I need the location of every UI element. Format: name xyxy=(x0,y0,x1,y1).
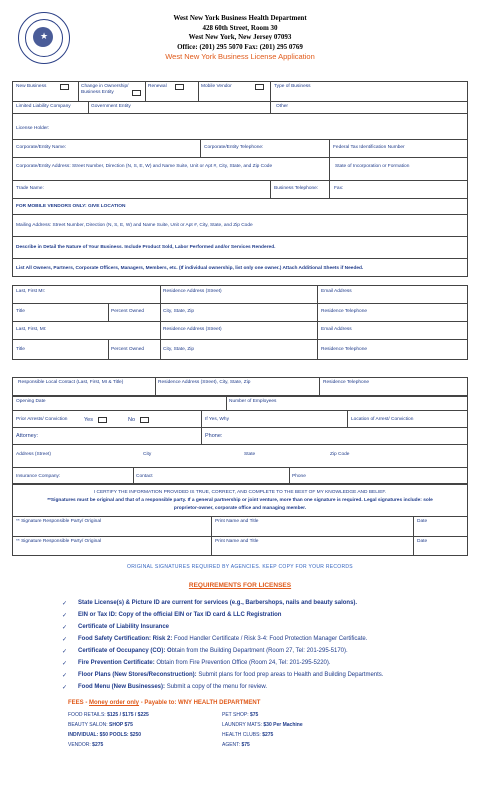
signature1-print-label: Print Name and Title xyxy=(215,519,259,524)
signature-note-line1: **Signatures must be original and that of a responsible party. If a general partnership or joint venture, more than one signature is required. Legal signatures include: sole xyxy=(47,498,433,503)
letterhead xyxy=(0,14,480,62)
requirement-item: ✓ Food Menu (New Businesses): Submit a copy of the menu for review. xyxy=(62,684,268,691)
fee-item: HEALTH CLUBS: $275 xyxy=(222,732,274,738)
requirement-item: ✓ Certificate of Liability Insurance xyxy=(62,624,170,631)
fees-title: FEES - Money order only - Payable to: WNY HEALTH DEPARTMENT xyxy=(68,700,261,706)
insurance-phone-label: Phone xyxy=(292,474,306,479)
prior-arrests-label: Prior Arrests/ Conviction xyxy=(16,417,68,422)
address-zip-label: Zip Code xyxy=(330,452,350,457)
checkmark-icon: ✓ xyxy=(62,661,68,667)
trade-name-label: Trade Name: xyxy=(16,186,44,191)
arrests-no-checkbox[interactable] xyxy=(140,417,149,423)
owner1-name-label: Last, First MI: xyxy=(16,289,46,294)
owner1-telephone-label: Residence Telephone xyxy=(321,309,368,314)
owner1-percent-label: Percent Owned xyxy=(111,309,145,314)
new-business-label: New Business xyxy=(16,84,47,89)
contact-telephone-label: Residence Telephone xyxy=(323,380,370,385)
if-yes-label: If Yes, Why xyxy=(205,417,229,422)
fee-item: FOOD RETAILS: $125 / $175 / $225 xyxy=(68,712,149,718)
owner2-csz-label: City, State, Zip xyxy=(163,347,195,352)
insurance-contact-label: Contact xyxy=(136,474,153,479)
corp-address-label: Corporate/Entity Address: Street Number, Direction (N, S, E, W) and Name Suite, Unit or Apt #, City, State, and Zip Code xyxy=(16,164,273,169)
requirement-item: ✓ Floor Plans (New Stores/Reconstruction): Submit plans for food prep areas to Health and Building Departments. xyxy=(62,672,384,679)
fax-label: Fax: xyxy=(334,186,344,191)
renewal-label: Renewal xyxy=(148,84,167,89)
government-entity-label: Government Entity xyxy=(91,104,131,109)
fee-item: BEAUTY SALON: SHOP $75 xyxy=(68,722,133,728)
owner2-percent-label: Percent Owned xyxy=(111,347,145,352)
checkmark-icon: ✓ xyxy=(62,685,68,691)
license-holder-label: License Holder: xyxy=(16,126,50,131)
fee-item: AGENT: $75 xyxy=(222,742,250,748)
mailing-address-label: Mailing Address: Street Number, Direction (N, S, E, W) and Name Suite, Unit or Apt #, City, State, and Zip Code xyxy=(16,223,253,228)
arrests-yes-checkbox[interactable] xyxy=(98,417,107,423)
checkmark-icon: ✓ xyxy=(62,601,68,607)
requirement-item: ✓ Food Safety Certification: Risk 2: Food Handler Certificate / Risk 3-4: Food Protection Manager Certificate. xyxy=(62,636,368,643)
owner1-residence-label: Residence Address (Street) xyxy=(163,289,222,294)
fee-item: VENDOR: $275 xyxy=(68,742,104,748)
arrests-yes-label: Yes xyxy=(84,417,93,423)
fee-item: PET SHOP: $75 xyxy=(222,712,259,718)
employees-label: Number of Employees xyxy=(229,399,277,404)
address-city-label: City xyxy=(143,452,152,457)
federal-tax-id-label: Federal Tax Identification Number xyxy=(333,145,405,150)
fee-item: LAUNDRY MATS: $30 Per Machine xyxy=(222,722,303,728)
checkmark-icon: ✓ xyxy=(62,613,68,619)
address-street-label: Address (Street) xyxy=(16,452,51,457)
signature2-date-label: Date xyxy=(417,539,428,544)
corp-name-label: Corporate/Entity Name: xyxy=(16,145,67,150)
owner2-residence-label: Residence Address (Street) xyxy=(163,327,222,332)
owner1-csz-label: City, State, Zip xyxy=(163,309,195,314)
checkmark-icon: ✓ xyxy=(62,637,68,643)
arrests-no-label: No xyxy=(128,417,136,423)
signature1-label: ** Signature Responsible Party/ Original xyxy=(16,519,102,524)
owner1-title-label: Title xyxy=(16,309,25,314)
signature2-print-label: Print Name and Title xyxy=(215,539,259,544)
signature2-label: ** Signature Responsible Party/ Original xyxy=(16,539,102,544)
fee-item: INDIVIDUAL: $50 POOLS: $250 xyxy=(68,732,142,738)
owner2-telephone-label: Residence Telephone xyxy=(321,347,368,352)
business-telephone-label: Business Telephone: xyxy=(274,186,319,191)
checkmark-icon: ✓ xyxy=(62,625,68,631)
corp-phone-label: Corporate/Entity Telephone: xyxy=(204,145,264,150)
new-business-checkbox[interactable] xyxy=(60,84,69,90)
dept-street: 428 60th Street, Room 30 xyxy=(202,23,278,32)
other-label: Other xyxy=(276,104,288,109)
insurance-company-label: Insurance Company: xyxy=(16,474,61,479)
requirement-item: ✓ EIN or Tax ID: Copy of the official EIN or Tax ID card & LLC Registration xyxy=(62,612,282,619)
attorney-phone-label: Phone: xyxy=(205,433,223,439)
requirement-item: ✓ Fire Prevention Certificate: Obtain from Fire Prevention Office (Room 24, Tel: 201-295-5220). xyxy=(62,660,331,667)
checkmark-icon: ✓ xyxy=(62,673,68,679)
mobile-vendor-label: Mobile Vendor xyxy=(201,84,232,89)
owner1-email-label: Email Address xyxy=(321,289,352,294)
responsible-contact-label: Responsible Local Contact (Last, First, MI & Title) xyxy=(18,380,124,385)
change-ownership-label: Change in Ownership/ Business Entity xyxy=(81,84,129,95)
attorney-label: Attorney: xyxy=(16,433,39,439)
owner2-name-label: Last, First, MI: xyxy=(16,327,47,332)
application-title: West New York Business License Application xyxy=(165,52,315,61)
contact-residence-label: Residence Address (Street), City, State, Zip xyxy=(158,380,251,385)
type-of-business-label: Type of Business xyxy=(274,84,311,89)
mobile-location-label: FOR MOBILE VENDORS ONLY: GIVE LOCATION xyxy=(16,204,126,209)
change-ownership-checkbox[interactable] xyxy=(132,90,141,96)
owner2-email-label: Email Address xyxy=(321,327,352,332)
dept-city: West New York, New Jersey 07093 xyxy=(188,33,292,41)
signature1-date-label: Date xyxy=(417,519,428,524)
state-incorporation-label: State of Incorporation or Formation xyxy=(335,164,410,169)
seal-star-icon: ★ xyxy=(39,31,49,41)
opening-date-label: Opening Date xyxy=(16,399,46,404)
list-owners-label: List All Owners, Partners, Corporate Officers, Managers, Members, etc. (If individual ownership, list only one owner.) Attach Additional Sheets if Needed. xyxy=(16,266,364,271)
describe-business-label: Describe in Detail the Nature of Your Business. Include Product Sold, Labor Performed and/or Services Rendered. xyxy=(16,245,276,250)
requirement-item: ✓ State License(s) & Picture ID are current for services (e.g., Barbershops, nails and beauty salons). xyxy=(62,600,358,607)
address-state-label: State xyxy=(244,452,256,457)
signature-note-line2: proprietor-owner, corporate office and managing member. xyxy=(173,506,307,511)
requirements-title: REQUIREMENTS FOR LICENSES xyxy=(188,582,292,589)
owner2-title-label: Title xyxy=(16,347,25,352)
renewal-checkbox[interactable] xyxy=(175,84,184,90)
arrest-location-label: Location of Arrest/ Conviction xyxy=(351,417,414,422)
certify-statement: I CERTIFY THE INFORMATION PROVIDED IS TRUE, CORRECT, AND COMPLETE TO THE BEST OF MY KNOWLEDGE AND BELIEF. xyxy=(93,490,387,495)
dept-phone: Office: (201) 295 5070 Fax: (201) 295 0769 xyxy=(177,42,303,51)
owners-table xyxy=(12,285,468,360)
mobile-vendor-checkbox[interactable] xyxy=(255,84,264,90)
original-signatures-note: ORIGINAL SIGNATURES REQUIRED BY AGENCIES. KEEP COPY FOR YOUR RECORDS xyxy=(127,564,353,570)
requirement-item: ✓ Certificate of Occupancy (CO): Obtain from the Building Department (Room 27, Tel: 201-295-5170). xyxy=(62,648,348,655)
dept-name: West New York Business Health Department xyxy=(173,14,307,22)
checkmark-icon: ✓ xyxy=(62,649,68,655)
llc-label: Limited Liability Company xyxy=(16,104,71,109)
